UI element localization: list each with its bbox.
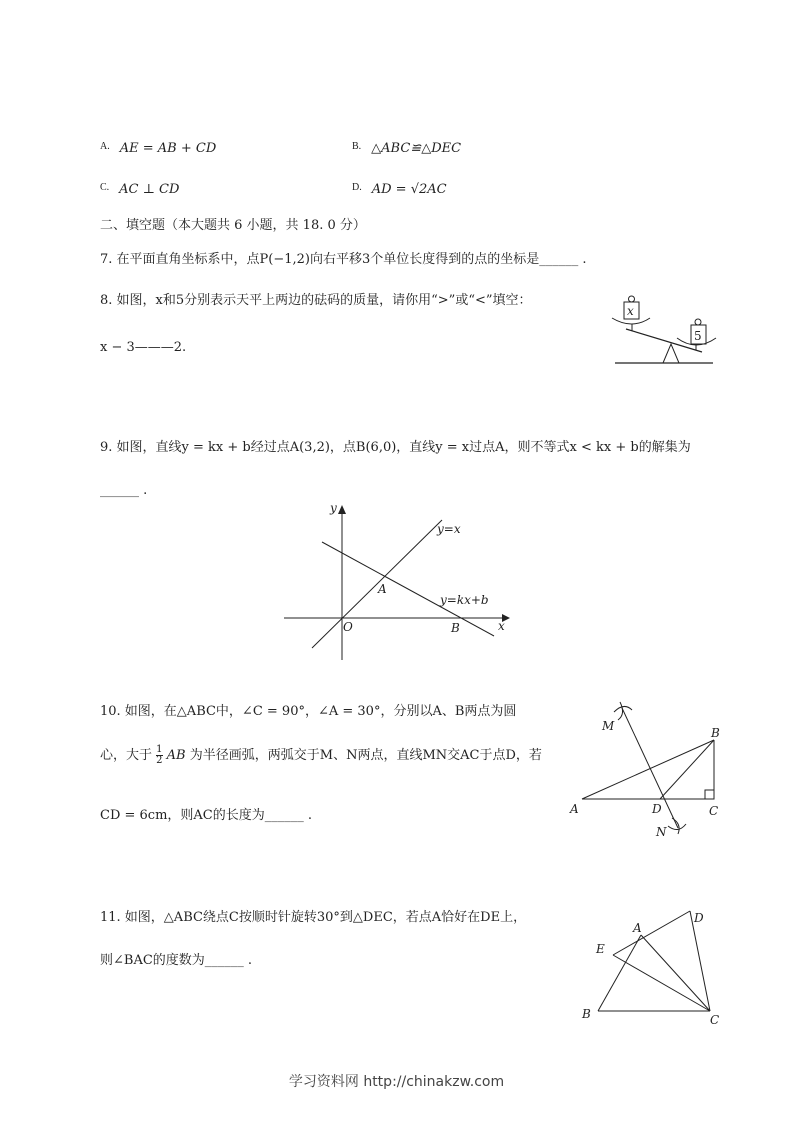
option-c-text: AC ⊥ CD bbox=[119, 182, 180, 197]
point-m-label: M bbox=[602, 719, 615, 733]
q10-text-a: 心，大于 bbox=[100, 748, 153, 763]
section-heading: 二、填空题（本大题共 6 小题，共 18. 0 分） bbox=[100, 218, 366, 233]
question-10-line2 bbox=[100, 745, 542, 766]
option-d-text: AD = √2AC bbox=[371, 182, 447, 197]
point-b-label: B bbox=[451, 621, 460, 635]
option-a-label: A. bbox=[100, 141, 110, 152]
question-8-line2: x − 3———2. bbox=[100, 340, 187, 355]
point-c-label: C bbox=[710, 1013, 720, 1027]
q10-text-c: 为半径画弧，两弧交于M、N两点，直线MN交AC于点D，若 bbox=[189, 748, 542, 763]
left-weight-label: x bbox=[627, 304, 634, 318]
point-d-label: D bbox=[694, 911, 704, 925]
point-e-label: E bbox=[596, 942, 605, 956]
point-a-label: A bbox=[378, 582, 387, 596]
point-a-label: A bbox=[633, 921, 642, 935]
y-axis-label: y bbox=[330, 501, 337, 515]
question-11-line1: 11. 如图，△ABC绕点C按顺时针旋转30°到△DEC，若点A恰好在DE上， bbox=[100, 910, 527, 925]
footer-watermark: 学习资料网 http://chinakzw.com bbox=[288, 1074, 505, 1090]
question-7: 7. 在平面直角坐标系中，点P(−1,2)向右平移3个单位长度得到的点的坐标是______ . bbox=[100, 252, 587, 267]
point-b-label: B bbox=[711, 726, 720, 740]
option-d-label: D. bbox=[352, 182, 362, 193]
option-b bbox=[352, 141, 461, 156]
question-11-line2: 则∠BAC的度数为______ . bbox=[100, 953, 253, 968]
point-a-label: A bbox=[570, 802, 579, 816]
x-axis-label: x bbox=[498, 619, 505, 633]
question-9-line2: ______ . bbox=[100, 483, 148, 498]
line-kxb-label: y=kx+b bbox=[440, 593, 489, 607]
option-b-text: △ABC≌△DEC bbox=[371, 141, 462, 156]
q10-triangle-figure bbox=[568, 700, 728, 845]
option-d bbox=[352, 182, 447, 197]
q10-text-ab: AB bbox=[166, 748, 186, 763]
question-10-line1: 10. 如图，在△ABC中，∠C = 90°，∠A = 30°，分别以A、B两点为圆 bbox=[100, 704, 517, 719]
question-9-line1: 9. 如图，直线y = kx + b经过点A(3,2)，点B(6,0)，直线y = x过点A，则不等式x < kx + b的解集为 bbox=[100, 440, 691, 455]
point-d-label: D bbox=[652, 802, 662, 816]
fraction-half bbox=[156, 745, 162, 766]
origin-label: O bbox=[343, 620, 353, 634]
option-b-label: B. bbox=[352, 141, 362, 152]
option-c-label: C. bbox=[100, 182, 110, 193]
q9-coordinate-figure bbox=[282, 500, 512, 662]
option-a bbox=[100, 141, 216, 156]
point-c-label: C bbox=[709, 804, 719, 818]
fraction-denominator: 2 bbox=[156, 755, 163, 766]
question-8-line1: 8. 如图，x和5分别表示天平上两边的砝码的质量，请你用“>”或“<”填空： bbox=[100, 293, 532, 308]
question-10-line3: CD = 6cm，则AC的长度为______ . bbox=[100, 808, 313, 823]
option-a-text: AE = AB + CD bbox=[119, 141, 217, 156]
option-c bbox=[100, 182, 179, 197]
line-yx-label: y=x bbox=[437, 522, 461, 536]
right-weight-label: 5 bbox=[694, 329, 702, 343]
point-n-label: N bbox=[656, 825, 667, 839]
balance-scale-figure bbox=[610, 292, 722, 368]
fraction-numerator: 1 bbox=[156, 744, 163, 755]
point-b-label: B bbox=[582, 1007, 591, 1021]
q11-rotation-figure bbox=[576, 900, 726, 1030]
